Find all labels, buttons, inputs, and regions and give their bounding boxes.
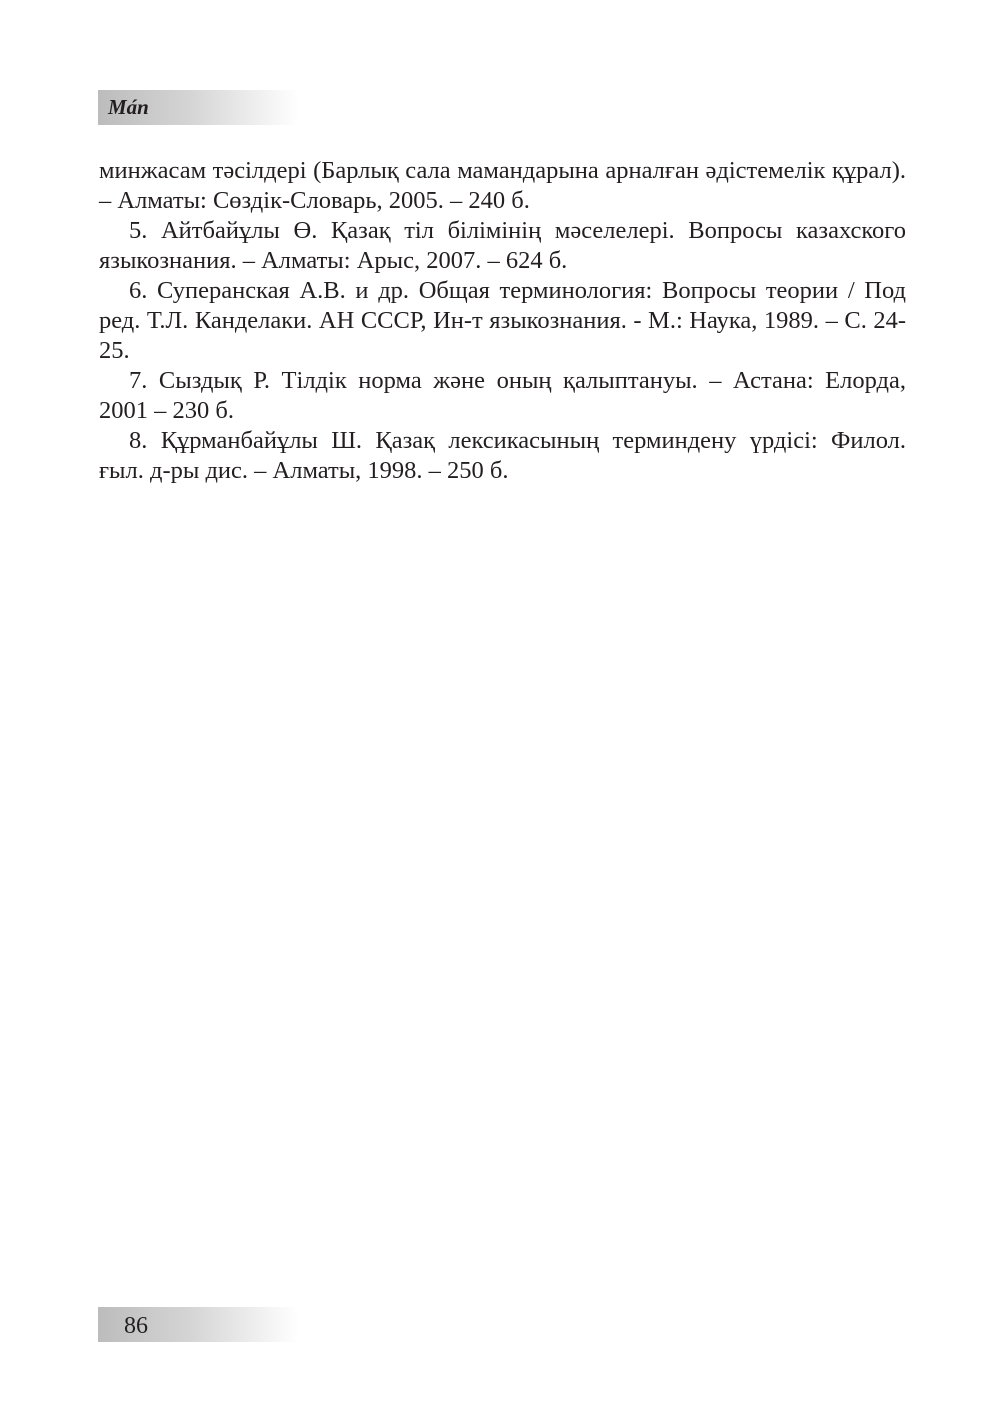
- reference-item-5: 5. Айтбайұлы Ө. Қазақ тіл білімінің мәселелері. Вопросы казахского языкознания. – Алматы: Арыс, 2007. – 624 б.: [99, 217, 906, 274]
- page-number: 86: [124, 1313, 148, 1339]
- reference-item-8: 8. Құрманбайұлы Ш. Қазақ лексикасының терминдену үрдісі: Филол. ғыл. д-ры дис. – Алматы, 1998. – 250 б.: [99, 427, 906, 484]
- reference-list: [99, 156, 906, 486]
- running-header-title: Mán: [108, 95, 149, 119]
- reference-item-6: 6. Суперанская А.В. и др. Общая терминология: Вопросы теории / Под ред. Т.Л. Канделаки. АН СССР, Ин-т языкознания. - М.: Наука, 1989. – С. 24-25.: [99, 277, 906, 364]
- reference-item-7: 7. Сыздық Р. Тілдік норма және оның қалыптануы. – Астана: Елорда, 2001 – 230 б.: [99, 367, 906, 424]
- reference-item-continued: минжасам тәсілдері (Барлық сала мамандарына арналған әдістемелік құрал). – Алматы: Сөздік-Словарь, 2005. – 240 б.: [99, 157, 906, 214]
